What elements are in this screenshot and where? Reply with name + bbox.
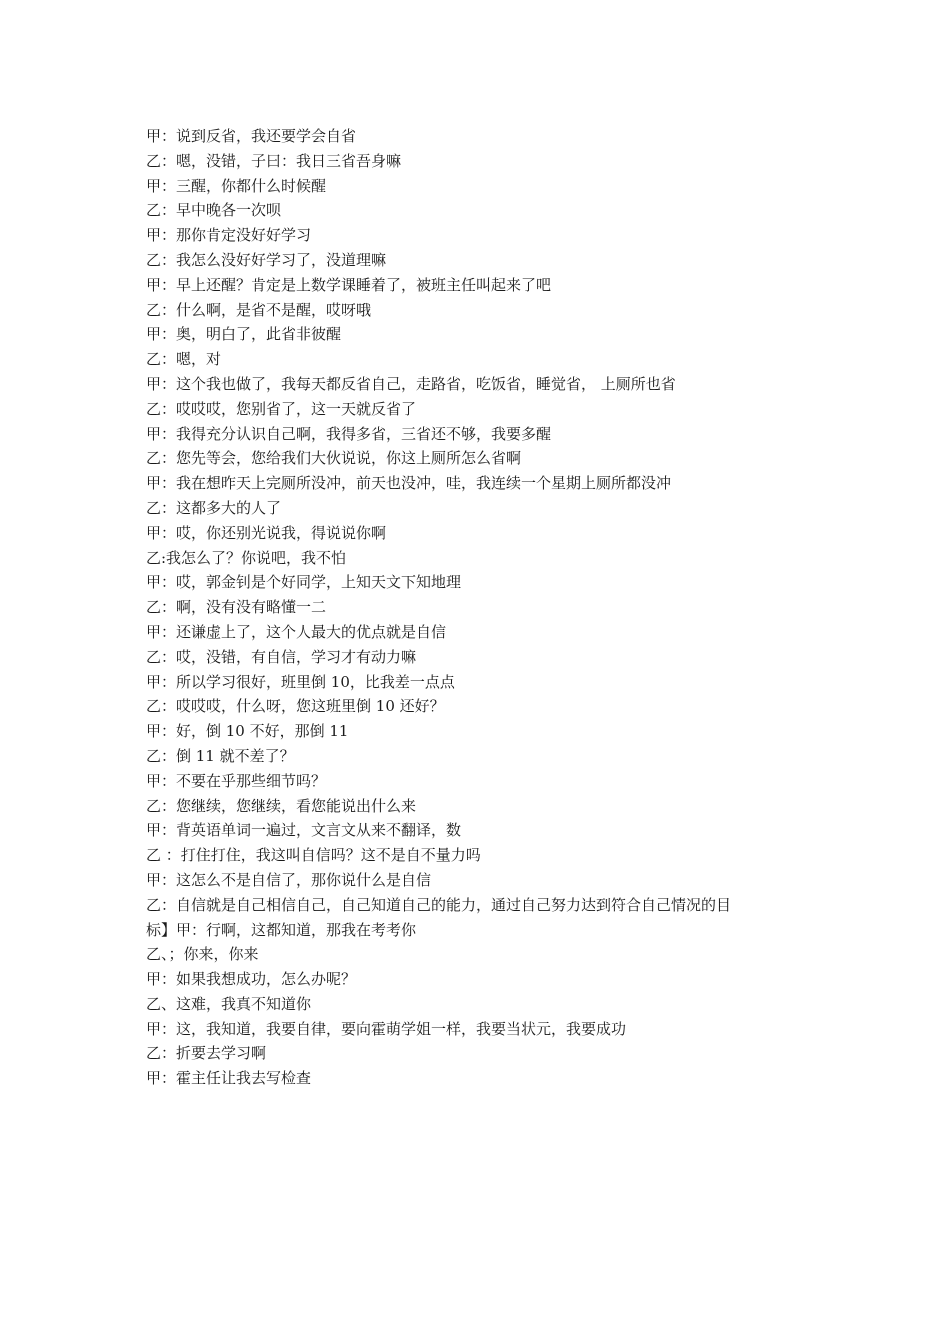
dialogue-line: 乙：您先等会，您给我们大伙说说，你这上厕所怎么省啊 bbox=[146, 449, 522, 468]
dialogue-body bbox=[146, 124, 826, 1091]
dialogue-line: 乙：您继续，您继续，看您能说出什么来 bbox=[146, 796, 417, 815]
dialogue-line: 乙：什么啊，是省不是醒，哎呀哦 bbox=[146, 300, 372, 319]
dialogue-line: 乙：倒 11 就不差了？ bbox=[146, 746, 295, 765]
dialogue-line: 乙：我怎么没好好学习了，没道理嘛 bbox=[146, 250, 387, 269]
dialogue-line: 乙 ：打住打住，我这叫自信吗？这不是自不量力吗 bbox=[146, 846, 481, 865]
dialogue-line: 甲：好，倒 10 不好，那倒 11 bbox=[146, 722, 349, 741]
dialogue-line: 甲：说到反省，我还要学会自省 bbox=[146, 127, 357, 145]
dialogue-line: 甲：我在想昨天上完厕所没冲，前天也没冲，哇，我连续一个星期上厕所都没冲 bbox=[146, 474, 672, 493]
dialogue-line: 甲：哎，郭金钊是个好同学，上知天文下知地理 bbox=[146, 573, 462, 592]
dialogue-line: 甲：不要在乎那些细节吗？ bbox=[146, 771, 327, 790]
dialogue-line: 甲：背英语单词一遍过，文言文从来不翻译，数 bbox=[146, 821, 462, 840]
dialogue-line: 甲：早上还醒？肯定是上数学课睡着了，被班主任叫起来了吧 bbox=[146, 275, 552, 294]
dialogue-line: 乙：哎，没错，有自信，学习才有动力嘛 bbox=[146, 647, 417, 666]
dialogue-line: 标】甲：行啊，这都知道，那我在考考你 bbox=[146, 920, 417, 939]
dialogue-line: 乙：自信就是自己相信自己，自己知道自己的能力，通过自己努力达到符合自己情况的目 bbox=[146, 895, 732, 914]
dialogue-line: 甲：所以学习很好，班里倒 10，比我差一点点 bbox=[146, 672, 455, 691]
dialogue-line: 乙：啊，没有没有略懂一二 bbox=[146, 598, 327, 617]
dialogue-line: 乙：哎哎哎，您别省了，这一天就反省了 bbox=[146, 399, 417, 418]
dialogue-line: 甲：那你肯定没好好学习 bbox=[146, 226, 312, 245]
dialogue-line: 甲：哎，你还别光说我，得说说你啊 bbox=[146, 523, 387, 542]
dialogue-line: 乙：早中晚各一次呗 bbox=[146, 201, 282, 220]
dialogue-line: 乙：这都多大的人了 bbox=[146, 498, 282, 517]
dialogue-line: 乙：折要去学习啊 bbox=[146, 1044, 267, 1063]
dialogue-line: 甲：还谦虚上了，这个人最大的优点就是自信 bbox=[146, 622, 447, 641]
dialogue-line: 甲：这怎么不是自信了，那你说什么是自信 bbox=[146, 870, 432, 889]
dialogue-line: 乙、这难，我真不知道你 bbox=[146, 994, 312, 1013]
dialogue-line: 乙：嗯，对 bbox=[146, 350, 222, 369]
dialogue-line: 甲：三醒，你都什么时候醒 bbox=[146, 176, 327, 195]
dialogue-line: 甲：霍主任让我去写检查 bbox=[146, 1069, 312, 1088]
dialogue-line: 乙、；你来，你来 bbox=[146, 945, 259, 964]
dialogue-line: 甲：这，我知道，我要自律，要向霍萌学姐一样，我要当状元，我要成功 bbox=[146, 1019, 627, 1038]
dialogue-line: 乙:我怎么了？你说吧，我不怕 bbox=[146, 548, 347, 567]
dialogue-line: 甲：这个我也做了，我每天都反省自己，走路省，吃饭省，睡觉省， 上厕所也省 bbox=[146, 374, 676, 393]
dialogue-line: 乙：哎哎哎，什么呀，您这班里倒 10 还好？ bbox=[146, 697, 445, 716]
dialogue-line: 甲：奥，明白了，此省非彼醒 bbox=[146, 325, 342, 344]
dialogue-line: 乙：嗯，没错，子曰：我日三省吾身嘛 bbox=[146, 151, 402, 170]
dialogue-line: 甲：我得充分认识自己啊，我得多省，三省还不够，我要多醒 bbox=[146, 424, 552, 443]
dialogue-line: 甲：如果我想成功，怎么办呢？ bbox=[146, 970, 357, 989]
